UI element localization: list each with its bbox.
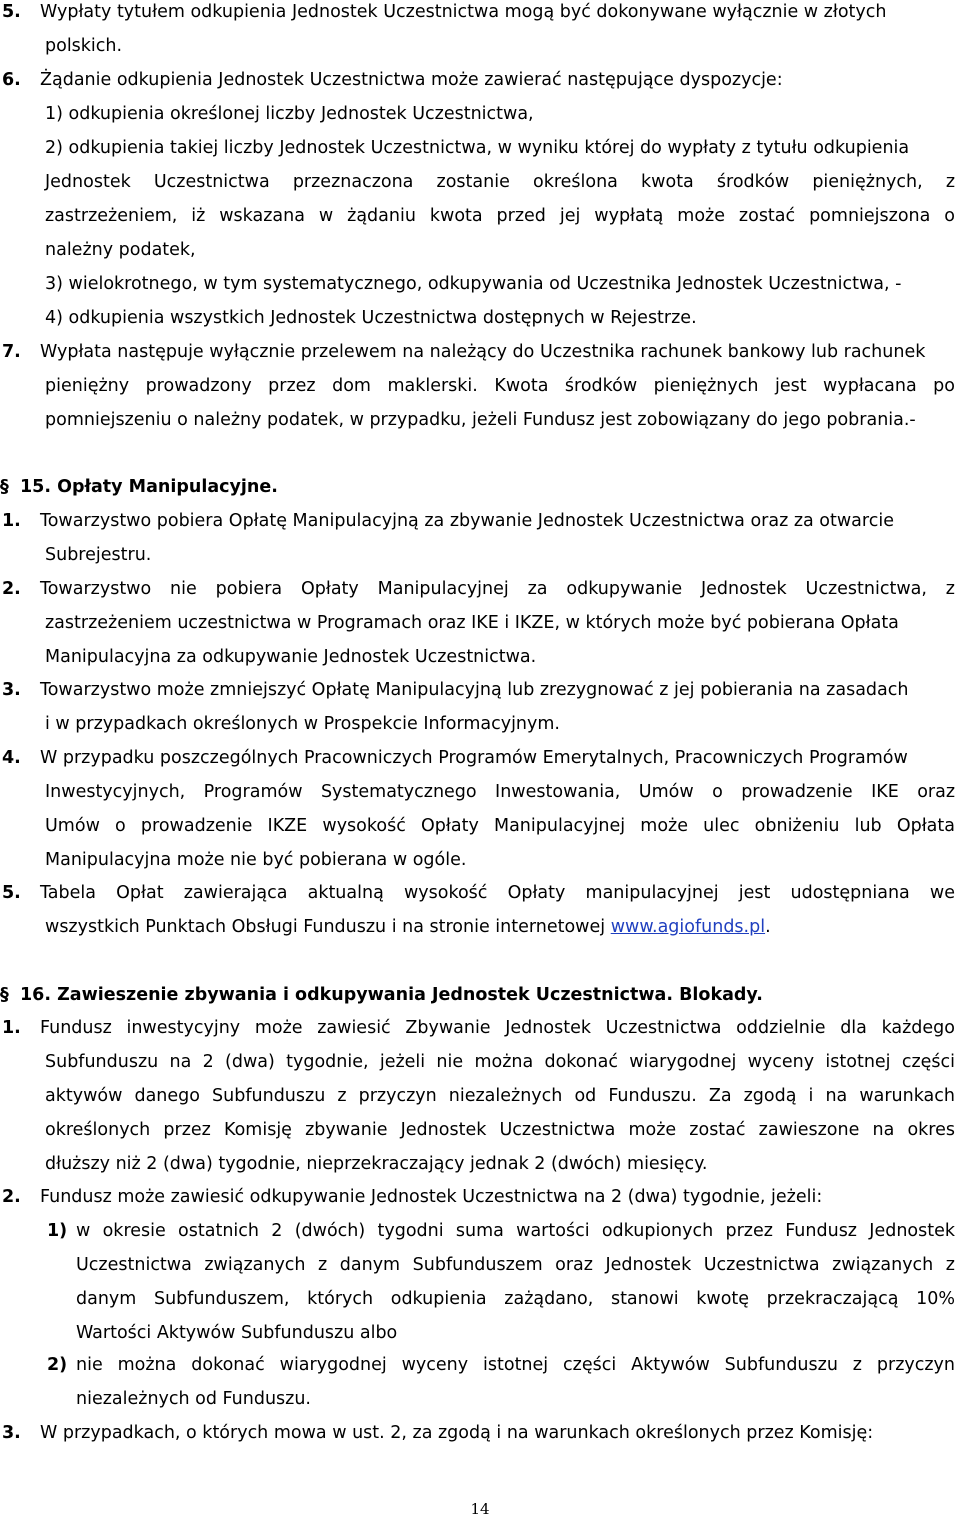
item-text-line: pomniejszeniu o należny podatek, w przypadku, jeżeli Fundusz jest zobowiązany do jego pobrania.- [45, 410, 916, 430]
item-number: 6. [2, 70, 21, 90]
item-number: 5. [2, 883, 21, 903]
item-text-line: Manipulacyjna może nie być pobierana w ogóle. [45, 850, 467, 870]
item-text-line: Towarzystwo może zmniejszyć Opłatę Manipulacyjną lub zrezygnować z jej pobierania na zasadach [40, 680, 909, 700]
section-title: 16. Zawieszenie zbywania i odkupywania Jednostek Uczestnictwa. Blokady. [20, 985, 763, 1005]
item-text-line: Żądanie odkupienia Jednostek Uczestnictwa może zawierać następujące dyspozycje: [40, 70, 783, 90]
item-number: 1. [2, 511, 21, 531]
item-text-segment: wszystkich Punktach Obsługi Funduszu i na stronie internetowej [45, 917, 611, 937]
item-number: 4. [2, 748, 21, 768]
item-text-line: W przypadkach, o których mowa w ust. 2, za zgodą i na warunkach określonych przez Komisję: [40, 1423, 874, 1443]
sub-item-number: 2) [47, 1355, 68, 1375]
item-text-line: pieniężny prowadzony przez dom maklerski. Kwota środków pieniężnych jest wypłacana po [45, 376, 955, 396]
item-text-line: Wartości Aktywów Subfunduszu albo [76, 1323, 398, 1343]
item-text-line: Jednostek Uczestnictwa przeznaczona zostanie określona kwota środków pieniężnych, z [45, 172, 955, 192]
item-text-line: zastrzeżeniem uczestnictwa w Programach oraz IKE i IKZE, w których może być pobierana Opłata [45, 613, 899, 633]
item-text-line: Manipulacyjna za odkupywanie Jednostek Uczestnictwa. [45, 647, 537, 667]
website-link[interactable]: www.agiofunds.pl [610, 917, 766, 937]
item-number: 2. [2, 579, 21, 599]
item-number: 1. [2, 1018, 21, 1038]
item-text-line: Umów o prowadzenie IKZE wysokość Opłaty Manipulacyjnej może ulec obniżeniu lub Opłata [45, 816, 955, 836]
item-text-line: Wypłata następuje wyłącznie przelewem na należący do Uczestnika rachunek bankowy lub rachunek [40, 342, 926, 362]
item-text-line: Inwestycyjnych, Programów Systematycznego Inwestowania, Umów o prowadzenie IKE oraz [45, 782, 955, 802]
item-text-line: Subrejestru. [45, 545, 152, 565]
item-number: 2. [2, 1187, 21, 1207]
item-text-line: 4) odkupienia wszystkich Jednostek Uczestnictwa dostępnych w Rejestrze. [45, 308, 697, 328]
item-text-line: Subfunduszu na 2 (dwa) tygodnie, jeżeli nie można dokonać wiarygodnej wyceny istotnej części [45, 1052, 955, 1072]
section-heading-16 [0, 985, 763, 1005]
item-text-line: Wypłaty tytułem odkupienia Jednostek Uczestnictwa mogą być dokonywane wyłącznie w złotych [40, 2, 887, 22]
item-text-line: Tabela Opłat zawierająca aktualną wysokość Opłaty manipulacyjnej jest udostępniana we [40, 883, 955, 903]
item-number: 5. [2, 2, 21, 22]
section-title: 15. Opłaty Manipulacyjne. [20, 477, 278, 497]
paragraph-symbol: § [0, 985, 9, 1005]
page-number: 14 [470, 1500, 490, 1518]
section-heading-15 [0, 477, 278, 497]
item-text-line: W przypadku poszczególnych Pracowniczych Programów Emerytalnych, Pracowniczych Programów [40, 748, 908, 768]
item-text-line: zastrzeżeniem, iż wskazana w żądaniu kwota przed jej wypłatą może zostać pomniejszona o [45, 206, 955, 226]
item-text-line: Fundusz inwestycyjny może zawiesić Zbywanie Jednostek Uczestnictwa oddzielnie dla każdego [40, 1018, 955, 1038]
item-text-line: Uczestnictwa związanych z danym Subfunduszem oraz Jednostek Uczestnictwa związanych z [76, 1255, 955, 1275]
item-text-line: Towarzystwo nie pobiera Opłaty Manipulacyjnej za odkupywanie Jednostek Uczestnictwa, z [40, 579, 955, 599]
item-text-line: dłuższy niż 2 (dwa) tygodnie, nieprzekraczający jednak 2 (dwóch) miesięcy. [45, 1154, 708, 1174]
item-text-line: 3) wielokrotnego, w tym systematycznego, odkupywania od Uczestnika Jednostek Uczestnictwa, - [45, 274, 902, 294]
item-text-line: danym Subfunduszem, których odkupienia zażądano, stanowi kwotę przekraczającą 10% [76, 1289, 955, 1309]
item-text-line: Fundusz może zawiesić odkupywanie Jednostek Uczestnictwa na 2 (dwa) tygodnie, jeżeli: [40, 1187, 823, 1207]
item-text-line: w okresie ostatnich 2 (dwóch) tygodni suma wartości odkupionych przez Fundusz Jednostek [76, 1221, 955, 1241]
item-text-line: określonych przez Komisję zbywanie Jednostek Uczestnictwa może zostać zawieszone na okres [45, 1120, 955, 1140]
item-text-line: i w przypadkach określonych w Prospekcie Informacyjnym. [45, 714, 560, 734]
paragraph-symbol: § [0, 477, 9, 497]
item-text-line: 1) odkupienia określonej liczby Jednostek Uczestnictwa, [45, 104, 534, 124]
item-number: 7. [2, 342, 21, 362]
item-text-line: Towarzystwo pobiera Opłatę Manipulacyjną za zbywanie Jednostek Uczestnictwa oraz za otwarcie [40, 511, 894, 531]
item-text-line: należny podatek, [45, 240, 196, 260]
item-number: 3. [2, 1423, 21, 1443]
item-number: 3. [2, 680, 21, 700]
item-text-line [45, 917, 771, 937]
item-text-line: nie można dokonać wiarygodnej wyceny istotnej części Aktywów Subfunduszu z przyczyn [76, 1355, 955, 1375]
item-text-line: niezależnych od Funduszu. [76, 1389, 311, 1409]
item-text-line: aktywów danego Subfunduszu z przyczyn niezależnych od Funduszu. Za zgodą i na warunkach [45, 1086, 955, 1106]
item-text-line: 2) odkupienia takiej liczby Jednostek Uczestnictwa, w wyniku której do wypłaty z tytułu odkupienia [45, 138, 910, 158]
sub-item-number: 1) [47, 1221, 68, 1241]
item-text-segment: . [765, 917, 771, 937]
item-text-line: polskich. [45, 36, 123, 56]
